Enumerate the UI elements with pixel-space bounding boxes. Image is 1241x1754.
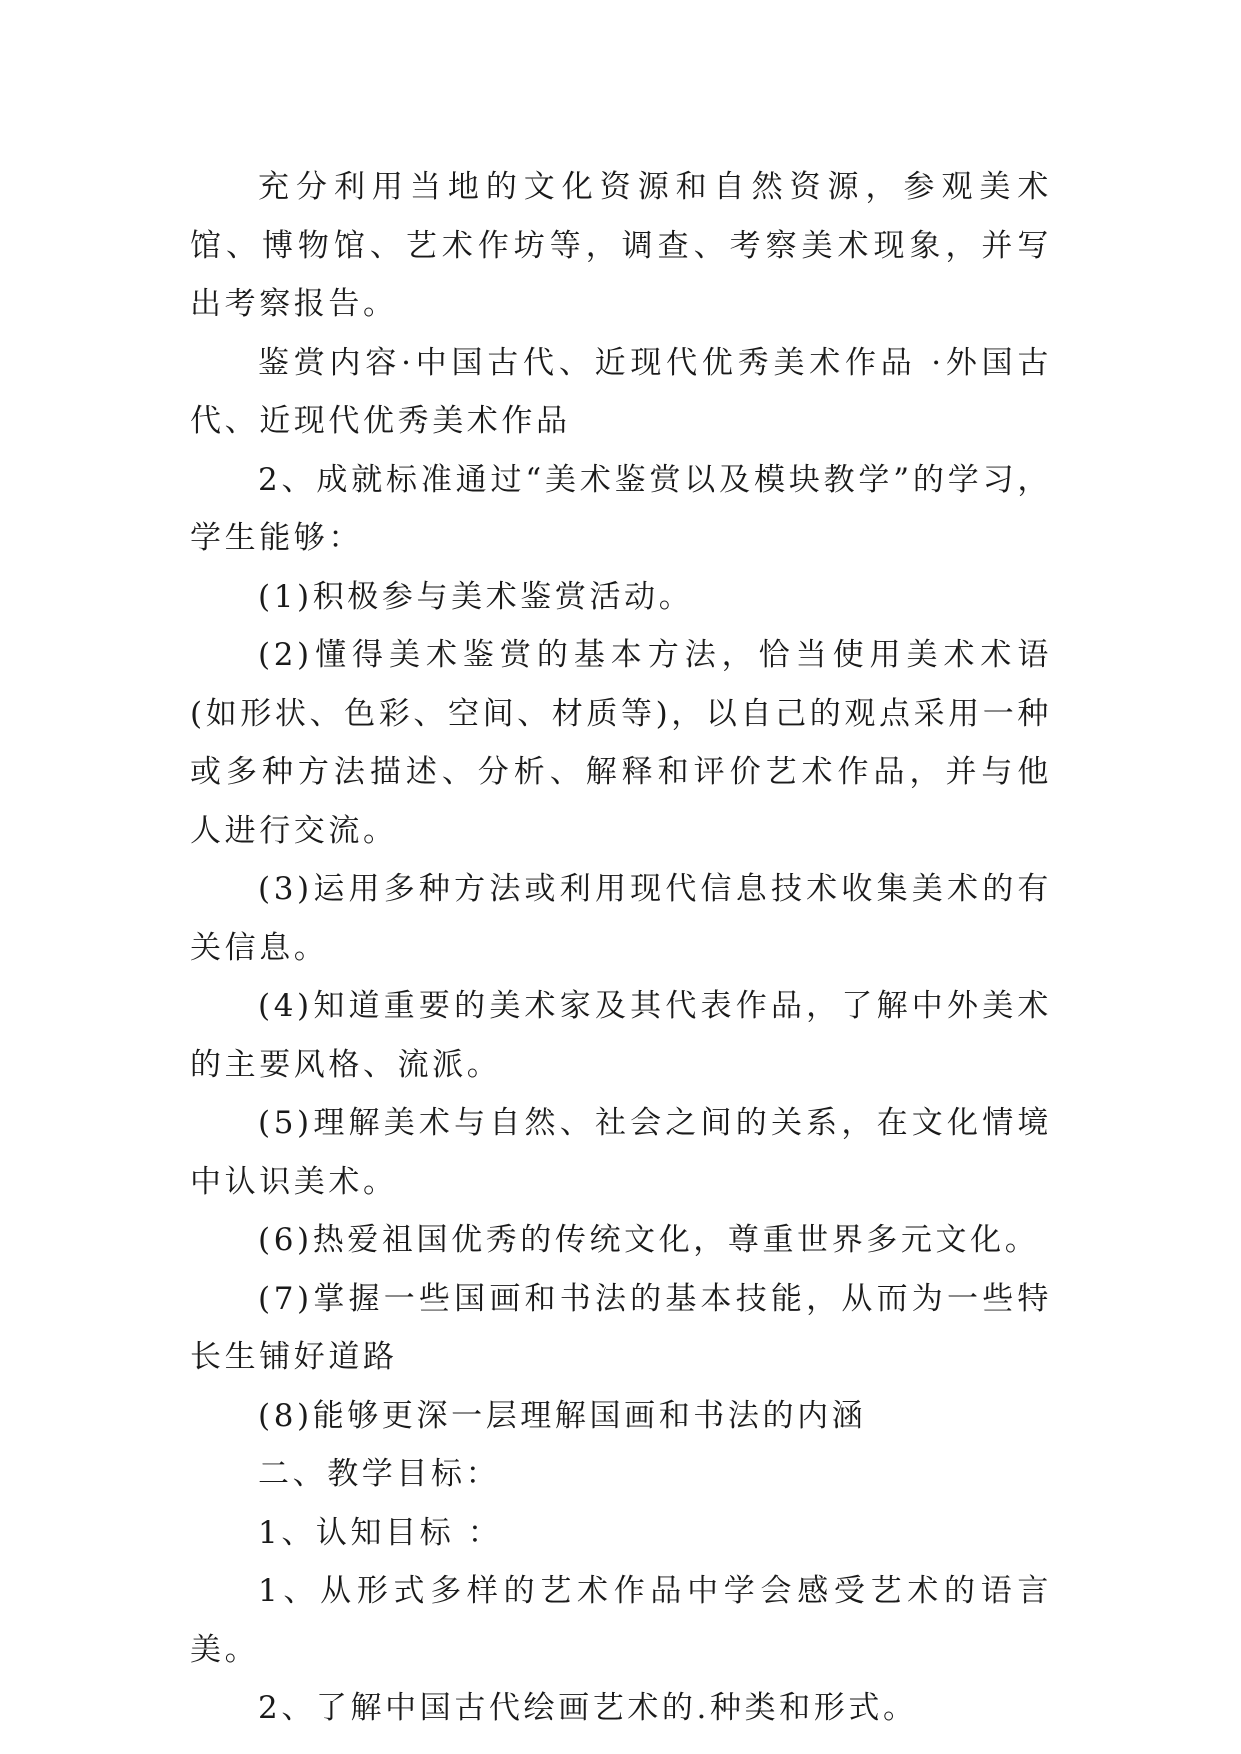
list-item-6: (6)热爱祖国优秀的传统文化，尊重世界多元文化。 xyxy=(258,1222,1040,1258)
list-item-2: (2)懂得美术鉴赏的基本方法，恰当使用美术术语(如形状、色彩、空间、材质等)，以自己的观点采用一种或多种方法描述、分析、解释和评价艺术作品，并与他人进行交流。 xyxy=(190,637,1052,849)
subheading-cognitive-goals: 1、认知目标 ： xyxy=(258,1514,503,1551)
paragraph-appreciation-content: 鉴赏内容·中国古代、近现代优秀美术作品 ·外国古代、近现代优秀美术作品 xyxy=(190,344,1052,439)
list-item-3: (3)运用多种方法或利用现代信息技术收集美术的有关信息。 xyxy=(190,871,1052,966)
list-item-1: (1)积极参与美术鉴赏活动。 xyxy=(258,578,694,615)
list-item-5: (5)理解美术与自然、社会之间的关系，在文化情境中认识美术。 xyxy=(190,1105,1052,1200)
list-item-7: (7)掌握一些国画和书法的基本技能，从而为一些特长生铺好道路 xyxy=(190,1280,1052,1375)
document-body xyxy=(190,158,1052,1738)
goal-item-2: 2、了解中国古代绘画艺术的.种类和形式。 xyxy=(258,1690,918,1726)
section-heading-teaching-goals: 二、教学目标： xyxy=(258,1456,501,1492)
list-item-4: (4)知道重要的美术家及其代表作品，了解中外美术的主要风格、流派。 xyxy=(190,988,1052,1083)
list-item-8: (8)能够更深一层理解国画和书法的内涵 xyxy=(258,1397,867,1434)
goal-item-1: 1、从形式多样的艺术作品中学会感受艺术的语言美。 xyxy=(190,1573,1052,1668)
paragraph-resources: 充分利用当地的文化资源和自然资源，参观美术馆、博物馆、艺术作坊等，调查、考察美术现象，并写出考察报告。 xyxy=(190,169,1052,322)
paragraph-achievement-standard: 2、成就标准通过“美术鉴赏以及模块教学”的学习，学生能够： xyxy=(190,461,1052,556)
